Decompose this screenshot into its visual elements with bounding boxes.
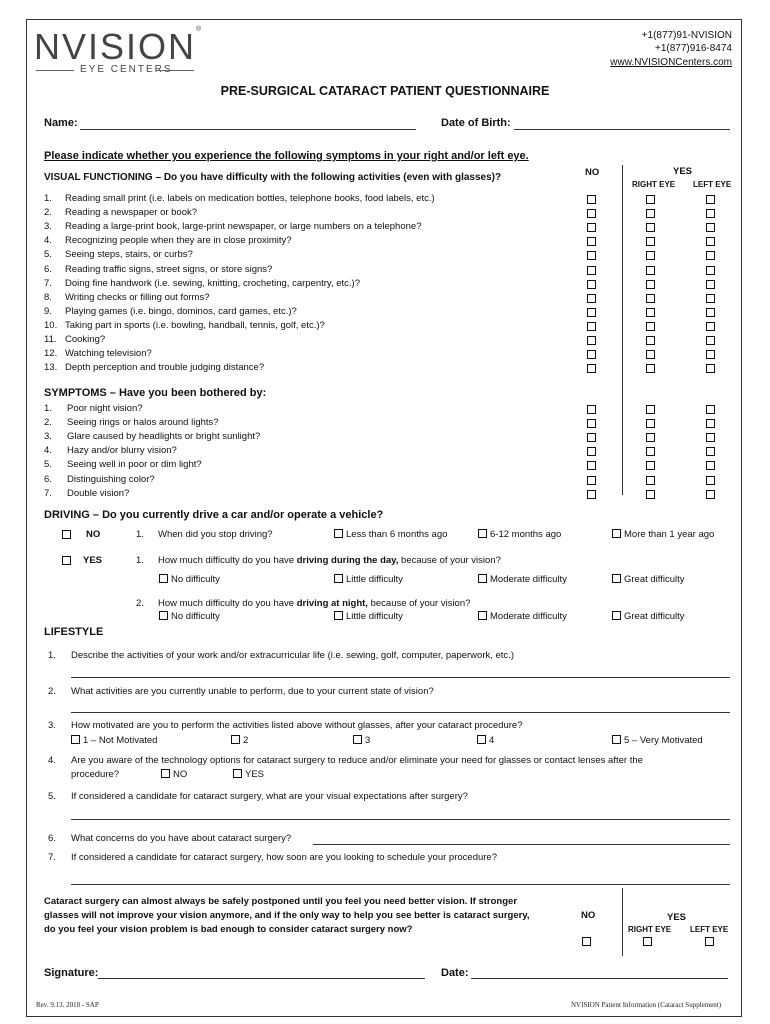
- logo-tagline: EYE CENTERS: [80, 64, 173, 75]
- lifestyle-q7: If considered a candidate for cataract surgery, how soon are you looking to schedule your procedure?: [71, 852, 497, 863]
- signature-field[interactable]: [98, 978, 425, 979]
- checkbox[interactable]: [478, 574, 487, 583]
- visual-item-num: 3.: [44, 221, 52, 233]
- lifestyle-q1-answer[interactable]: [71, 677, 730, 678]
- visual-item-text: Reading a newspaper or book?: [65, 207, 198, 219]
- visual-item-text: Reading small print (i.e. labels on medication bottles, telephone books, food labels, etc.): [65, 193, 435, 204]
- visual-right-eye-checkbox[interactable]: [646, 336, 655, 345]
- driving-no-checkbox[interactable]: [62, 530, 71, 539]
- stop-option[interactable]: More than 1 year ago: [612, 529, 714, 540]
- symptoms-no-checkbox[interactable]: [587, 405, 596, 414]
- symptoms-no-checkbox[interactable]: [587, 433, 596, 442]
- checkbox[interactable]: [159, 574, 168, 583]
- lifestyle-q1-num: 1.: [48, 650, 56, 661]
- dob-label: Date of Birth:: [441, 117, 511, 129]
- motivation-option[interactable]: 4: [477, 735, 494, 746]
- visual-no-checkbox[interactable]: [587, 322, 596, 331]
- lifestyle-q5-answer[interactable]: [71, 819, 730, 820]
- date-field[interactable]: [471, 978, 728, 979]
- logo-name: NVISION: [34, 26, 197, 67]
- visual-left-eye-checkbox[interactable]: [706, 237, 715, 246]
- symptoms-left-eye-checkbox[interactable]: [706, 419, 715, 428]
- visual-right-eye-checkbox[interactable]: [646, 350, 655, 359]
- closing-right-label: RIGHT EYE: [628, 925, 672, 934]
- driving-heading: DRIVING – Do you currently drive a car and/or operate a vehicle?: [44, 509, 384, 521]
- visual-no-checkbox[interactable]: [587, 350, 596, 359]
- instructions: Please indicate whether you experience the following symptoms in your right and/or left eye.: [44, 150, 529, 162]
- col-left-eye: LEFT EYE: [693, 180, 732, 189]
- visual-right-eye-checkbox[interactable]: [646, 237, 655, 246]
- visual-no-checkbox[interactable]: [587, 294, 596, 303]
- visual-left-eye-checkbox[interactable]: [706, 209, 715, 218]
- symptoms-right-eye-checkbox[interactable]: [646, 447, 655, 456]
- symptoms-item-num: 4.: [44, 445, 52, 457]
- closing-no-label: NO: [581, 910, 596, 921]
- visual-left-eye-checkbox[interactable]: [706, 294, 715, 303]
- checkbox[interactable]: [478, 529, 487, 538]
- symptoms-item-num: 2.: [44, 417, 52, 429]
- visual-right-eye-checkbox[interactable]: [646, 280, 655, 289]
- visual-item-num: 5.: [44, 249, 52, 261]
- col-no: NO: [585, 167, 600, 178]
- lifestyle-heading: LIFESTYLE: [44, 626, 104, 638]
- visual-item-num: 4.: [44, 235, 52, 247]
- checkbox[interactable]: [477, 735, 486, 744]
- symptoms-item-text: Glare caused by headlights or bright sunlight?: [67, 431, 261, 443]
- lifestyle-q6-num: 6.: [48, 833, 56, 844]
- visual-item-text: Seeing steps, stairs, or curbs?: [65, 249, 193, 261]
- checkbox[interactable]: [353, 735, 362, 744]
- night-option[interactable]: Great difficulty: [612, 611, 685, 622]
- stop-question-num: 1.: [136, 529, 144, 540]
- checkbox[interactable]: [612, 574, 621, 583]
- night-option[interactable]: Little difficulty: [334, 611, 403, 622]
- visual-left-eye-checkbox[interactable]: [706, 280, 715, 289]
- visual-item-num: 11.: [44, 334, 57, 345]
- checkbox[interactable]: [612, 735, 621, 744]
- symptoms-item-num: 6.: [44, 473, 52, 485]
- lifestyle-q4-line1: Are you aware of the technology options for cataract surgery to reduce and/or eliminate your need for glasses or contact lenses after the: [71, 755, 643, 766]
- symptoms-right-eye-checkbox[interactable]: [646, 405, 655, 414]
- symptoms-item-text: Seeing well in poor or dim light?: [67, 459, 202, 471]
- closing-line-3: do you feel your vision problem is bad enough to consider cataract surgery now?: [44, 924, 413, 935]
- checkbox[interactable]: [161, 769, 170, 778]
- visual-no-checkbox[interactable]: [587, 336, 596, 345]
- symptoms-no-checkbox[interactable]: [587, 447, 596, 456]
- symptoms-item-num: 1.: [44, 403, 52, 414]
- name-label: Name:: [44, 117, 78, 129]
- motivation-option[interactable]: 5 – Very Motivated: [612, 735, 703, 746]
- checkbox[interactable]: [334, 529, 343, 538]
- visual-heading: VISUAL FUNCTIONING – Do you have difficulty with the following activities (even with glasses)?: [44, 172, 502, 183]
- visual-item-text: Writing checks or filling out forms?: [65, 291, 210, 303]
- visual-right-eye-checkbox[interactable]: [646, 209, 655, 218]
- driving-yes-checkbox[interactable]: [62, 556, 71, 565]
- symptoms-item-text: Hazy and/or blurry vision?: [67, 445, 177, 457]
- symptoms-left-eye-checkbox[interactable]: [706, 433, 715, 442]
- checkbox[interactable]: [478, 611, 487, 620]
- night-question: How much difficulty do you have driving at night, because of your vision?: [158, 598, 471, 609]
- lifestyle-q7-num: 7.: [48, 852, 56, 863]
- lifestyle-q2-answer[interactable]: [71, 712, 730, 713]
- logo-rule-left: [36, 70, 74, 71]
- checkbox[interactable]: [334, 574, 343, 583]
- symptoms-left-eye-checkbox[interactable]: [706, 447, 715, 456]
- symptoms-item-num: 3.: [44, 431, 52, 443]
- checkbox[interactable]: [612, 611, 621, 620]
- visual-no-checkbox[interactable]: [587, 308, 596, 317]
- closing-right-checkbox[interactable]: [643, 937, 652, 946]
- night-question-num: 2.: [136, 598, 144, 609]
- symptoms-left-eye-checkbox[interactable]: [706, 490, 715, 499]
- symptoms-left-eye-checkbox[interactable]: [706, 461, 715, 470]
- visual-right-eye-checkbox[interactable]: [646, 195, 655, 204]
- visual-left-eye-checkbox[interactable]: [706, 336, 715, 345]
- checkbox[interactable]: [612, 529, 621, 538]
- day-option[interactable]: No difficulty: [159, 574, 220, 585]
- visual-item-num: 10.: [44, 319, 58, 331]
- visual-no-checkbox[interactable]: [587, 209, 596, 218]
- visual-left-eye-checkbox[interactable]: [706, 308, 715, 317]
- lifestyle-q6-answer[interactable]: [313, 844, 730, 845]
- lifestyle-q5: If considered a candidate for cataract surgery, what are your visual expectations after surgery?: [71, 791, 468, 802]
- symptoms-no-checkbox[interactable]: [587, 419, 596, 428]
- visual-right-eye-checkbox[interactable]: [646, 322, 655, 331]
- symptoms-right-eye-checkbox[interactable]: [646, 419, 655, 428]
- stop-option[interactable]: Less than 6 months ago: [334, 529, 447, 540]
- checkbox[interactable]: [334, 611, 343, 620]
- day-question: How much difficulty do you have driving during the day, because of your vision?: [158, 555, 501, 566]
- visual-item-text: Watching television?: [65, 348, 152, 360]
- footer-revision: Rev. 9.13. 2018 - SAP: [36, 1001, 99, 1009]
- q4-yes-option[interactable]: YES: [233, 769, 264, 780]
- lifestyle-q7-answer[interactable]: [71, 884, 730, 885]
- lifestyle-q2-num: 2.: [48, 686, 56, 697]
- symptoms-right-eye-checkbox[interactable]: [646, 461, 655, 470]
- col-divider: [622, 165, 623, 495]
- logo: [34, 26, 203, 68]
- visual-item-num: 12.: [44, 348, 58, 360]
- visual-item-text: Cooking?: [65, 334, 106, 345]
- day-question-num: 1.: [136, 555, 144, 566]
- symptoms-item-num: 5.: [44, 459, 52, 471]
- day-option[interactable]: Little difficulty: [334, 574, 403, 585]
- visual-item-text: Playing games (i.e. bingo, dominos, card games, etc.)?: [65, 305, 297, 317]
- phone-2: +1(877)916-8474: [654, 43, 732, 54]
- visual-no-checkbox[interactable]: [587, 280, 596, 289]
- symptoms-no-checkbox[interactable]: [587, 476, 596, 485]
- visual-right-eye-checkbox[interactable]: [646, 308, 655, 317]
- col-yes: YES: [673, 166, 693, 177]
- checkbox[interactable]: [233, 769, 242, 778]
- visual-item-text: Recognizing people when they are in close proximity?: [65, 235, 292, 247]
- symptoms-right-eye-checkbox[interactable]: [646, 490, 655, 499]
- day-option[interactable]: Moderate difficulty: [478, 574, 567, 585]
- lifestyle-q4-num: 4.: [48, 755, 56, 766]
- checkbox[interactable]: [71, 735, 80, 744]
- lifestyle-q1: Describe the activities of your work and/or extracurricular life (i.e. sewing, golf, computer, paperwork, etc.): [71, 650, 514, 661]
- visual-left-eye-checkbox[interactable]: [706, 223, 715, 232]
- visual-item-text: Taking part in sports (i.e. bowling, handball, tennis, golf, etc.)?: [65, 319, 325, 331]
- lifestyle-q3: How motivated are you to perform the activities listed above without glasses, after your cataract procedure?: [71, 720, 523, 731]
- visual-item-text: Reading traffic signs, street signs, or store signs?: [65, 263, 273, 275]
- form-title: PRE-SURGICAL CATARACT PATIENT QUESTIONNAIRE: [220, 84, 550, 98]
- name-field[interactable]: [80, 129, 416, 130]
- visual-item-text: Doing fine handwork (i.e. sewing, knitting, crocheting, carpentry, etc.)?: [65, 277, 360, 289]
- visual-item-num: 2.: [44, 207, 52, 219]
- dob-field[interactable]: [514, 129, 730, 130]
- lifestyle-q6: What concerns do you have about cataract surgery?: [71, 833, 292, 844]
- closing-yes-label: YES: [667, 912, 687, 923]
- visual-no-checkbox[interactable]: [587, 223, 596, 232]
- visual-left-eye-checkbox[interactable]: [706, 364, 715, 373]
- visual-left-eye-checkbox[interactable]: [706, 350, 715, 359]
- symptoms-item-text: Distinguishing color?: [67, 473, 155, 485]
- visual-no-checkbox[interactable]: [587, 364, 596, 373]
- driving-yes-label: YES: [83, 555, 103, 566]
- col-right-eye: RIGHT EYE: [632, 180, 676, 189]
- closing-left-checkbox[interactable]: [705, 937, 714, 946]
- visual-item-num: 9.: [44, 305, 52, 317]
- checkbox[interactable]: [159, 611, 168, 620]
- visual-item-text: Depth perception and trouble judging distance?: [65, 362, 265, 374]
- driving-no-label: NO: [86, 529, 101, 540]
- motivation-option[interactable]: 1 – Not Motivated: [71, 735, 157, 746]
- symptoms-item-text: Double vision?: [67, 487, 130, 499]
- logo-rule-right: [156, 70, 194, 71]
- date-label: Date:: [441, 967, 469, 979]
- visual-item-text: Reading a large-print book, large-print newspaper, or large numbers on a telephone?: [65, 221, 422, 233]
- visual-no-checkbox[interactable]: [587, 195, 596, 204]
- lifestyle-q2: What activities are you currently unable to perform, due to your current state of vision?: [71, 686, 434, 697]
- closing-divider: [622, 888, 623, 956]
- symptoms-no-checkbox[interactable]: [587, 490, 596, 499]
- website-link[interactable]: www.NVISIONCenters.com: [610, 57, 732, 68]
- lifestyle-q3-num: 3.: [48, 720, 56, 731]
- lifestyle-q5-num: 5.: [48, 791, 56, 802]
- visual-right-eye-checkbox[interactable]: [646, 364, 655, 373]
- visual-left-eye-checkbox[interactable]: [706, 195, 715, 204]
- symptoms-left-eye-checkbox[interactable]: [706, 476, 715, 485]
- visual-no-checkbox[interactable]: [587, 266, 596, 275]
- visual-right-eye-checkbox[interactable]: [646, 266, 655, 275]
- night-option[interactable]: No difficulty: [159, 611, 220, 622]
- closing-left-label: LEFT EYE: [690, 925, 729, 934]
- closing-no-checkbox[interactable]: [582, 937, 591, 946]
- signature-label: Signature:: [44, 967, 99, 979]
- visual-item-num: 1.: [44, 193, 52, 204]
- symptoms-no-checkbox[interactable]: [587, 461, 596, 470]
- visual-item-num: 6.: [44, 263, 52, 275]
- visual-no-checkbox[interactable]: [587, 237, 596, 246]
- closing-line-1: Cataract surgery can almost always be safely postponed until you feel you need better vision. If stronger: [44, 896, 518, 907]
- phone-1: +1(877)91-NVISION: [641, 30, 732, 41]
- visual-item-num: 13.: [44, 362, 58, 374]
- visual-right-eye-checkbox[interactable]: [646, 294, 655, 303]
- stop-question: When did you stop driving?: [158, 529, 273, 540]
- footer-info: NVISION Patient Information (Cataract Supplement): [571, 1001, 722, 1009]
- closing-line-2: glasses will not improve your vision anymore, and if the only way to help you see better is cataract surgery,: [44, 910, 530, 921]
- visual-right-eye-checkbox[interactable]: [646, 251, 655, 260]
- visual-item-num: 7.: [44, 277, 52, 289]
- checkbox[interactable]: [231, 735, 240, 744]
- visual-left-eye-checkbox[interactable]: [706, 266, 715, 275]
- symptoms-item-num: 7.: [44, 487, 52, 499]
- registered-mark: ®: [196, 26, 204, 33]
- symptoms-left-eye-checkbox[interactable]: [706, 405, 715, 414]
- visual-no-checkbox[interactable]: [587, 251, 596, 260]
- motivation-option[interactable]: 2: [231, 735, 248, 746]
- visual-right-eye-checkbox[interactable]: [646, 223, 655, 232]
- symptoms-item-text: Poor night vision?: [67, 403, 143, 414]
- symptoms-right-eye-checkbox[interactable]: [646, 433, 655, 442]
- night-option[interactable]: Moderate difficulty: [478, 611, 567, 622]
- symptoms-heading: SYMPTOMS – Have you been bothered by:: [44, 387, 267, 399]
- symptoms-right-eye-checkbox[interactable]: [646, 476, 655, 485]
- day-option[interactable]: Great difficulty: [612, 574, 685, 585]
- symptoms-item-text: Seeing rings or halos around lights?: [67, 417, 219, 429]
- visual-item-num: 8.: [44, 291, 52, 303]
- stop-option[interactable]: 6-12 months ago: [478, 529, 561, 540]
- visual-left-eye-checkbox[interactable]: [706, 251, 715, 260]
- visual-left-eye-checkbox[interactable]: [706, 322, 715, 331]
- lifestyle-q4-line2: procedure?: [71, 769, 120, 780]
- q4-no-option[interactable]: NO: [161, 769, 187, 780]
- motivation-option[interactable]: 3: [353, 735, 370, 746]
